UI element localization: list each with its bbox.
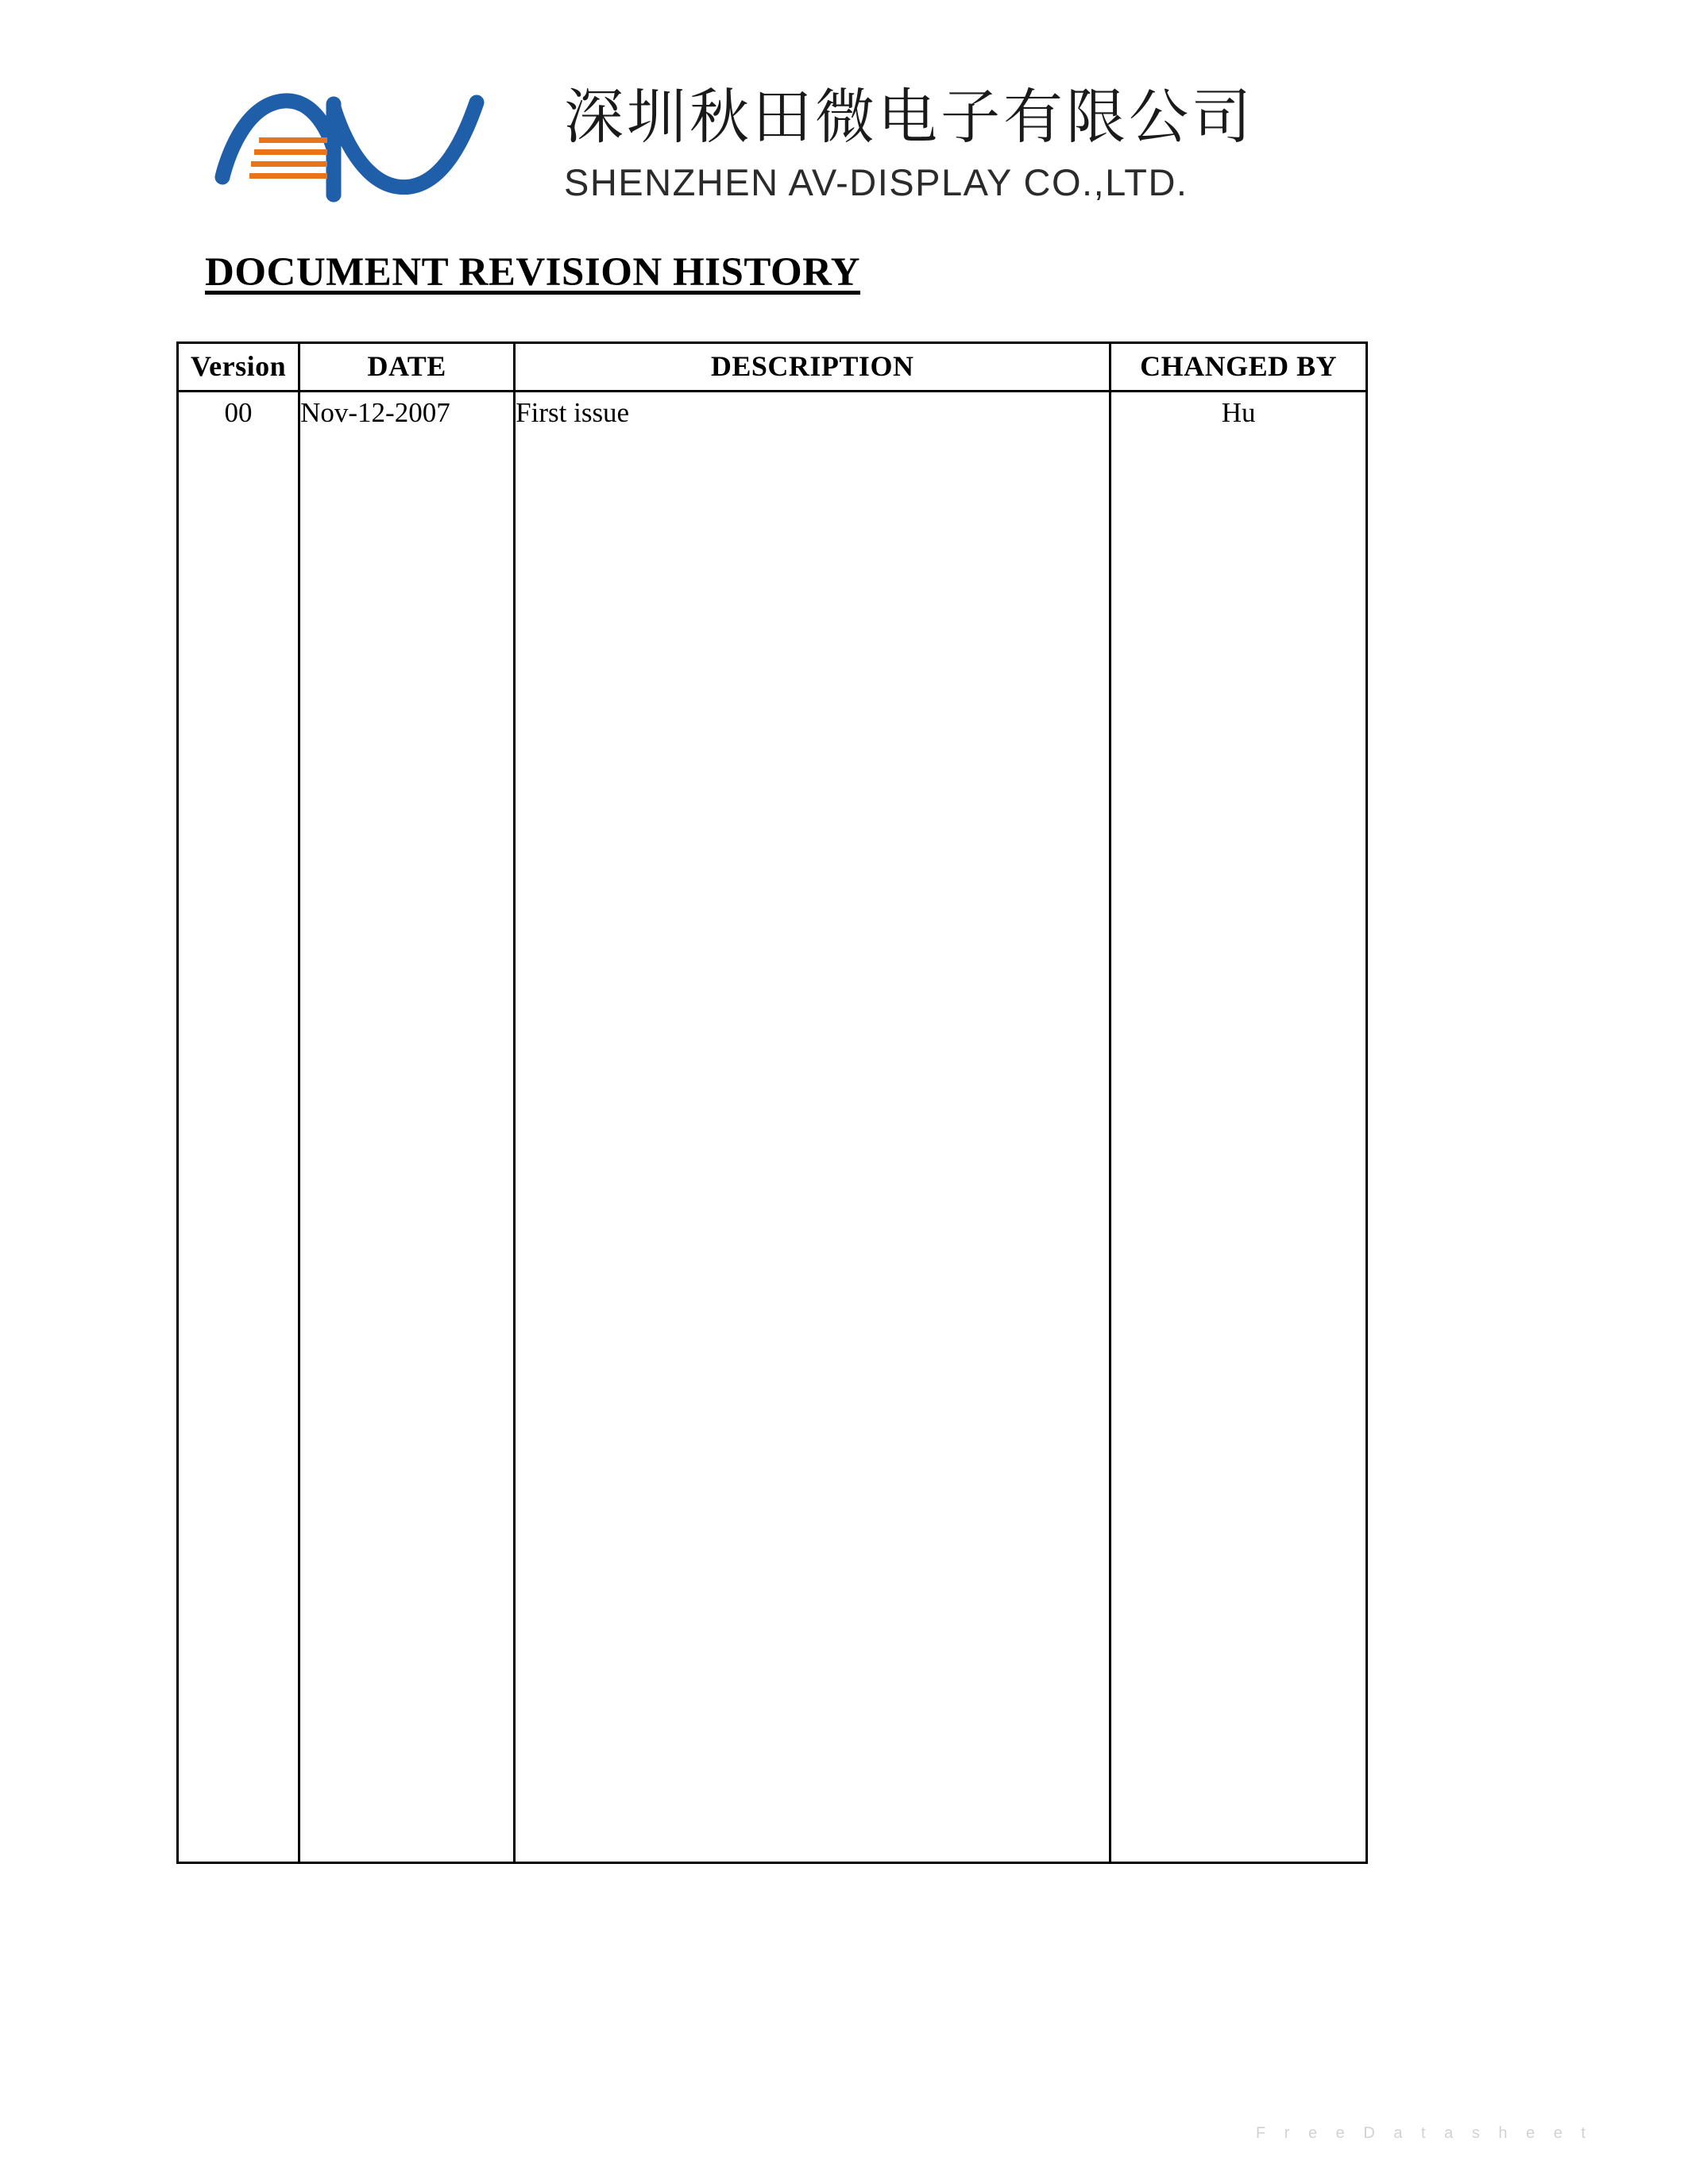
cell-changed-by: Hu	[1111, 392, 1367, 433]
empty-cell-date	[299, 432, 515, 1863]
company-name-en: SHENZHEN AV-DISPLAY CO.,LTD.	[564, 161, 1188, 204]
empty-cell-description	[515, 432, 1111, 1863]
column-header-version: Version	[178, 343, 299, 392]
cell-date: Nov-12-2007	[299, 392, 515, 433]
column-header-changed-by: CHANGED BY	[1111, 343, 1367, 392]
cell-version: 00	[178, 392, 299, 433]
empty-cell-changed-by	[1111, 432, 1367, 1863]
company-name-block	[564, 78, 1254, 205]
revision-history-table	[176, 341, 1368, 1864]
table-header-row	[178, 343, 1367, 392]
table-row	[178, 392, 1367, 433]
column-header-description: DESCRIPTION	[515, 343, 1111, 392]
wave-logo-icon	[214, 75, 532, 206]
footer-watermark: F r e e D a t a s h e e t	[1256, 2124, 1593, 2142]
company-name-cn: 深圳秋田微电子有限公司	[564, 81, 1255, 152]
column-header-date: DATE	[299, 343, 515, 392]
empty-cell-version	[178, 432, 299, 1863]
table-empty-body	[178, 432, 1367, 1863]
page-title: DOCUMENT REVISION HISTORY	[205, 250, 860, 295]
revision-history-table-wrapper	[176, 341, 1338, 1864]
cell-description: First issue	[515, 392, 1111, 433]
page-header	[0, 0, 1688, 206]
